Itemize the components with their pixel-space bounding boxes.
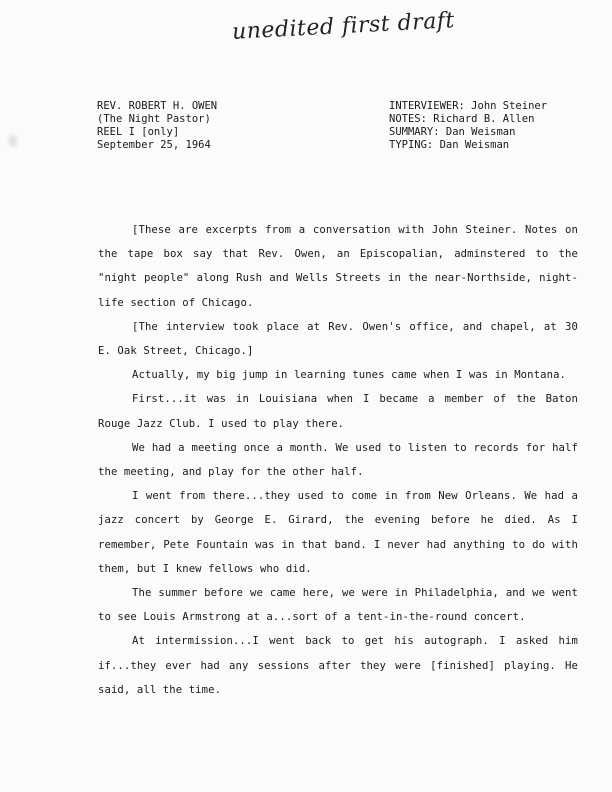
transcript-body <box>98 218 578 702</box>
subject-name: REV. ROBERT H. OWEN <box>97 100 218 112</box>
paragraph: At intermission...I went back to get his autograph. I asked him if...they ever had any sessions after they were [finished] playing. He said, all the time. <box>98 635 578 696</box>
interviewer-line: INTERVIEWER: John Steiner <box>389 100 548 112</box>
subject-title: (The Night Pastor) <box>97 113 211 125</box>
paragraph: Actually, my big jump in learning tunes came when I was in Montana. <box>132 369 567 382</box>
summary-line: SUMMARY: Dan Weisman <box>389 126 516 138</box>
paragraph: The summer before we came here, we were in Philadelphia, and we went to see Louis Armstrong at a...sort of a tent-in-the-round concert. <box>98 587 578 624</box>
paragraph: We had a meeting once a month. We used to listen to records for half the meeting, and play for the other half. <box>98 441 578 479</box>
paragraph: First...it was in Louisiana when I became a member of the Baton Rouge Jazz Club. I used to play there. <box>98 393 578 430</box>
paragraph: I went from there...they used to come in from New Orleans. We had a jazz concert by George E. Girard, the evening before he died. As I remember, Pete Fountain was in that band. I never had anything to do with them, but I knew fellows who did. <box>98 490 578 575</box>
paragraph: [These are excerpts from a conversation with John Steiner. Notes on the tape box say that Rev. Owen, an Episcopalian, adminstered to the "night people" along Rush and Wells Streets in the near-Northside, night-life section of Chicago. <box>98 224 578 309</box>
reel-label: REEL I [only] <box>97 126 180 138</box>
interview-date: September 25, 1964 <box>97 139 211 151</box>
paragraph: [The interview took place at Rev. Owen's office, and chapel, at 30 E. Oak Street, Chicago.] <box>98 320 578 358</box>
typing-line: TYPING: Dan Weisman <box>389 139 510 151</box>
header-left-block <box>97 100 217 152</box>
scan-smudge <box>6 132 20 150</box>
notes-line: NOTES: Richard B. Allen <box>389 113 535 125</box>
handwritten-annotation: unedited first draft <box>231 8 456 45</box>
header-right-block <box>389 100 547 152</box>
